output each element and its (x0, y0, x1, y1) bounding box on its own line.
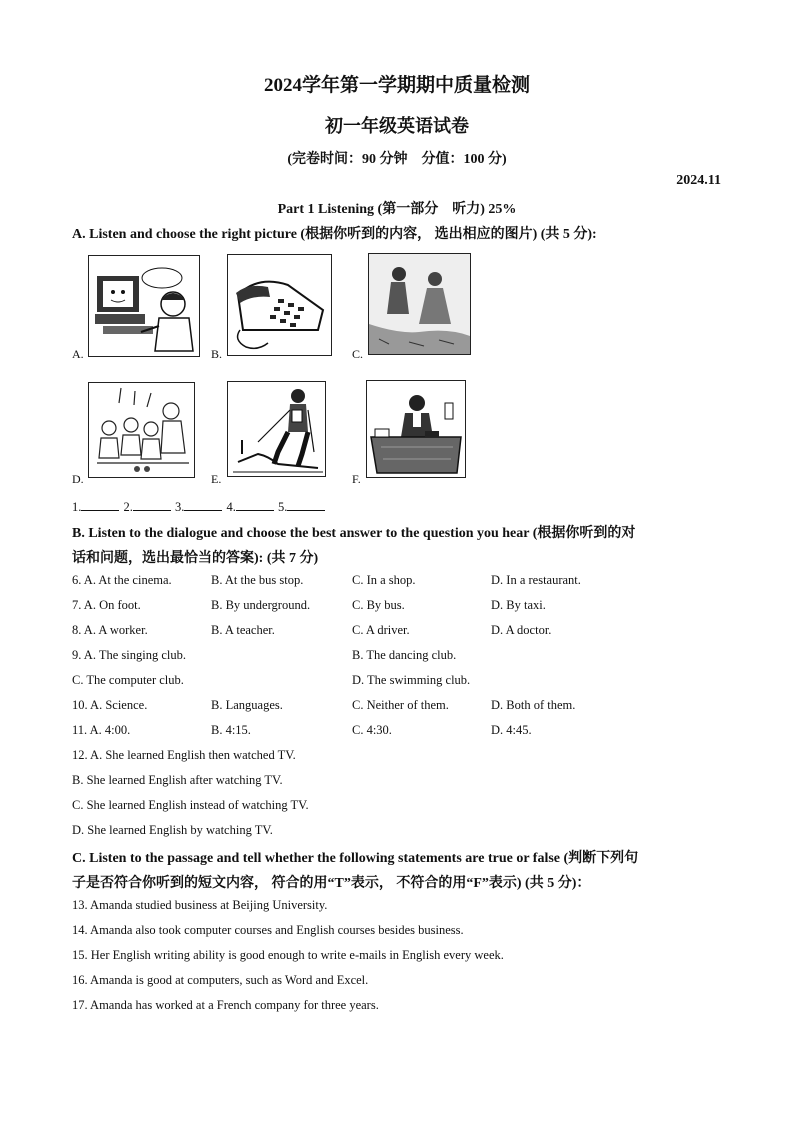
option: B. 4:15. (211, 723, 251, 737)
answer-blank-3[interactable] (184, 499, 222, 511)
option: 6. A. At the cinema. (72, 573, 172, 587)
answer-label-1: 1. (72, 500, 82, 514)
answer-blank-5[interactable] (287, 499, 325, 511)
option: B. By underground. (211, 598, 311, 612)
question-11 (72, 723, 732, 743)
statement-17: 17. Amanda has worked at a French company for three years. (72, 998, 379, 1012)
part1-heading: Part 1 Listening (第一部分 听力) 25% (277, 202, 517, 217)
question-12-option-b: B. She learned English after watching TV. (72, 773, 283, 787)
option: C. In a shop. (352, 573, 416, 587)
answer-blank-4[interactable] (236, 499, 274, 511)
computer-user-icon (88, 255, 200, 357)
question-8 (72, 623, 732, 643)
statement-16: 16. Amanda is good at computers, such as Word and Excel. (72, 973, 369, 987)
picture-label-f: F. (352, 472, 361, 486)
option: D. By taxi. (491, 598, 546, 612)
option: C. A driver. (352, 623, 410, 637)
skier-icon (227, 381, 326, 477)
answer-blank-1[interactable] (81, 499, 119, 511)
option: B. The dancing club. (352, 648, 457, 662)
option: D. Both of them. (491, 698, 576, 712)
statement-14: 14. Amanda also took computer courses and English courses besides business. (72, 923, 464, 937)
option: 10. A. Science. (72, 698, 148, 712)
option: D. The swimming club. (352, 673, 471, 687)
option: B. At the bus stop. (211, 573, 304, 587)
exam-date: 2024.11 (676, 173, 721, 188)
answer-blanks-1-5 (72, 499, 326, 515)
option: 9. A. The singing club. (72, 648, 187, 662)
answer-label-2: 2. (123, 500, 133, 514)
option: C. The computer club. (72, 673, 184, 687)
option: C. 4:30. (352, 723, 392, 737)
statement-13: 13. Amanda studied business at Beijing University. (72, 898, 328, 912)
question-9-row1 (72, 648, 732, 668)
office-desk-icon (366, 380, 466, 478)
option: C. By bus. (352, 598, 405, 612)
option: D. 4:45. (491, 723, 532, 737)
option: B. A teacher. (211, 623, 275, 637)
statement-15: 15. Her English writing ability is good enough to write e-mails in English every week. (72, 948, 504, 962)
exam-subtitle: 初一年级英语试卷 (325, 116, 469, 136)
option: C. Neither of them. (352, 698, 449, 712)
answer-label-3: 3. (175, 500, 185, 514)
exam-title: 2024学年第一学期期中质量检测 (263, 75, 530, 96)
question-12-option-d: D. She learned English by watching TV. (72, 823, 273, 837)
picture-label-d: D. (72, 472, 84, 486)
question-12-option-a: 12. A. She learned English then watched TV. (72, 748, 296, 762)
question-9-row2 (72, 673, 732, 693)
question-12-option-c: C. She learned English instead of watching TV. (72, 798, 309, 812)
section-a-heading: A. Listen and choose the right picture (根据你听到的内容， 选出相应的图片) (共 5 分): (72, 227, 597, 242)
picture-label-b: B. (211, 347, 223, 361)
picture-label-c: C. (352, 347, 364, 361)
question-6 (72, 573, 732, 593)
section-b-heading-line2: 话和问题，选出最恰当的答案): (共 7 分) (72, 551, 319, 566)
couple-scene-icon (368, 253, 471, 355)
section-c-heading-line1: C. Listen to the passage and tell whether the following statements are true or false (判断下列句 (72, 851, 639, 866)
option: 11. A. 4:00. (72, 723, 131, 737)
answer-label-5: 5. (278, 500, 288, 514)
picture-label-e: E. (211, 472, 222, 486)
option: B. Languages. (211, 698, 283, 712)
telephone-icon (227, 254, 332, 356)
option: 7. A. On foot. (72, 598, 141, 612)
section-b-heading-line1: B. Listen to the dialogue and choose the best answer to the question you hear (根据你听到的对 (72, 526, 636, 541)
answer-label-4: 4. (226, 500, 236, 514)
question-7 (72, 598, 732, 618)
question-10 (72, 698, 732, 718)
classroom-scene-icon (88, 382, 195, 478)
picture-label-a: A. (72, 347, 84, 361)
option: 8. A. A worker. (72, 623, 148, 637)
section-c-heading-line2: 子是否符合你听到的短文内容， 符合的用“T”表示， 不符合的用“F”表示) (共 5 分)： (72, 876, 591, 891)
option: D. A doctor. (491, 623, 552, 637)
answer-blank-2[interactable] (133, 499, 171, 511)
exam-info: (完卷时间：90 分钟 分值：100 分) (287, 152, 507, 167)
option: D. In a restaurant. (491, 573, 581, 587)
